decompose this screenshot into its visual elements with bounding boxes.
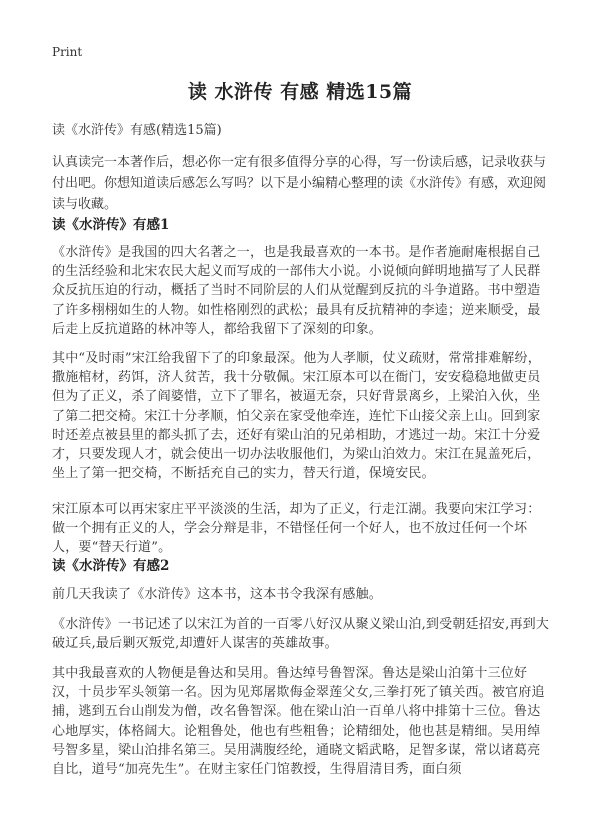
document-subtitle: 读《水浒传》有感(精选15篇) bbox=[52, 123, 222, 138]
section-1-paragraph-2: 其中“及时雨”宋江给我留下了的印象最深。他为人孝顺，仗义疏财，常常排难解纷，撒施棺材，药饵，济人贫苦，我十分敬佩。宋江原本可以在衙门，安安稳稳地做吏员但为了正义，杀了阎婆惜，立下了罪名，被逼无奈，只好背景离乡，上梁泊入伙，坐了第二把交椅。宋江十分孝顺，怕父亲在家受他牵连，连忙下山接父亲上山。回到家时还差点被县里的都头抓了去，还好有梁山泊的兄弟相助，才逃过一劫。宋江十分爱才，只要发现人才，就会使出一切办法收服他们，为梁山泊效力。宋江在晁盖死后，坐上了第一把交椅，不断括充自己的实力，替天行道，保境安民。 bbox=[52, 351, 541, 482]
document-title: 读 水浒传 有感 精选15篇 bbox=[187, 81, 413, 103]
section-2-paragraph-3: 其中我最喜欢的人物便是鲁达和吴用。鲁达绰号鲁智深。鲁达是梁山泊第十三位好汉，十员步军头领第一名。因为见郑屠欺侮金翠莲父女,三拳打死了镇关西。被官府追捕，逃到五台山削发为僧，改名鲁智深。他在梁山泊一百单八将中排第十三位。鲁达心地厚实，体格阔大。论粗鲁处，他也有些粗鲁；论精细处，他也甚是精细。吴用绰号智多星，梁山泊排名第三。吴用满腹经纶，通晓文韬武略，足智多谋，常以诸葛亮自比，道号“加亮先生”。在财主家任门馆教授，生得眉清目秀，面白须 bbox=[52, 666, 545, 778]
section-2-heading: 读《水浒传》有感2 bbox=[52, 558, 170, 574]
section-2-paragraph-2: 《水浒传》一书记述了以宋江为首的一百零八好汉从聚义梁山泊,到受朝廷招安,再到大破辽兵,最后剿灭叛党,却遭奸人谋害的英雄故事。 bbox=[52, 617, 550, 652]
intro-paragraph: 认真读完一本著作后，想必你一定有很多值得分享的心得，写一份读后感，记录收获与付出吧。你想知道读后感怎么写吗？以下是小编精心整理的读《水浒传》有感，欢迎阅读与收藏。 bbox=[52, 155, 547, 212]
section-1-paragraph-1: 《水浒传》是我国的四大名著之一，也是我最喜欢的一本书。是作者施耐庵根据自己的生活经验和北宋农民大起义而写成的一部伟大小说。小说倾向鲜明地描写了人民群众反抗压迫的行动，概括了当时不同阶层的人们从觉醒到反抗的斗争道路。书中塑造了许多栩栩如生的人物。如性格刚烈的武松；最具有反抗精神的李逵；逆来顺受，最后走上反抗道路的林冲等人，都给我留下了深刻的印象。 bbox=[52, 245, 541, 337]
section-2-paragraph-1: 前几天我读了《水浒传》这本书，这本书令我深有感触。 bbox=[52, 587, 383, 602]
section-1-heading: 读《水浒传》有感1 bbox=[52, 217, 170, 233]
section-1-paragraph-3: 宋江原本可以再宋家庄平平淡淡的生活，却为了正义，行走江湖。我要向宋江学习：做一个拥有正义的人，学会分辩是非，不错怪任何一个好人，也不放过任何一个坏人，要“替天行道”。 bbox=[52, 502, 541, 556]
print-link[interactable]: Print bbox=[52, 45, 83, 59]
